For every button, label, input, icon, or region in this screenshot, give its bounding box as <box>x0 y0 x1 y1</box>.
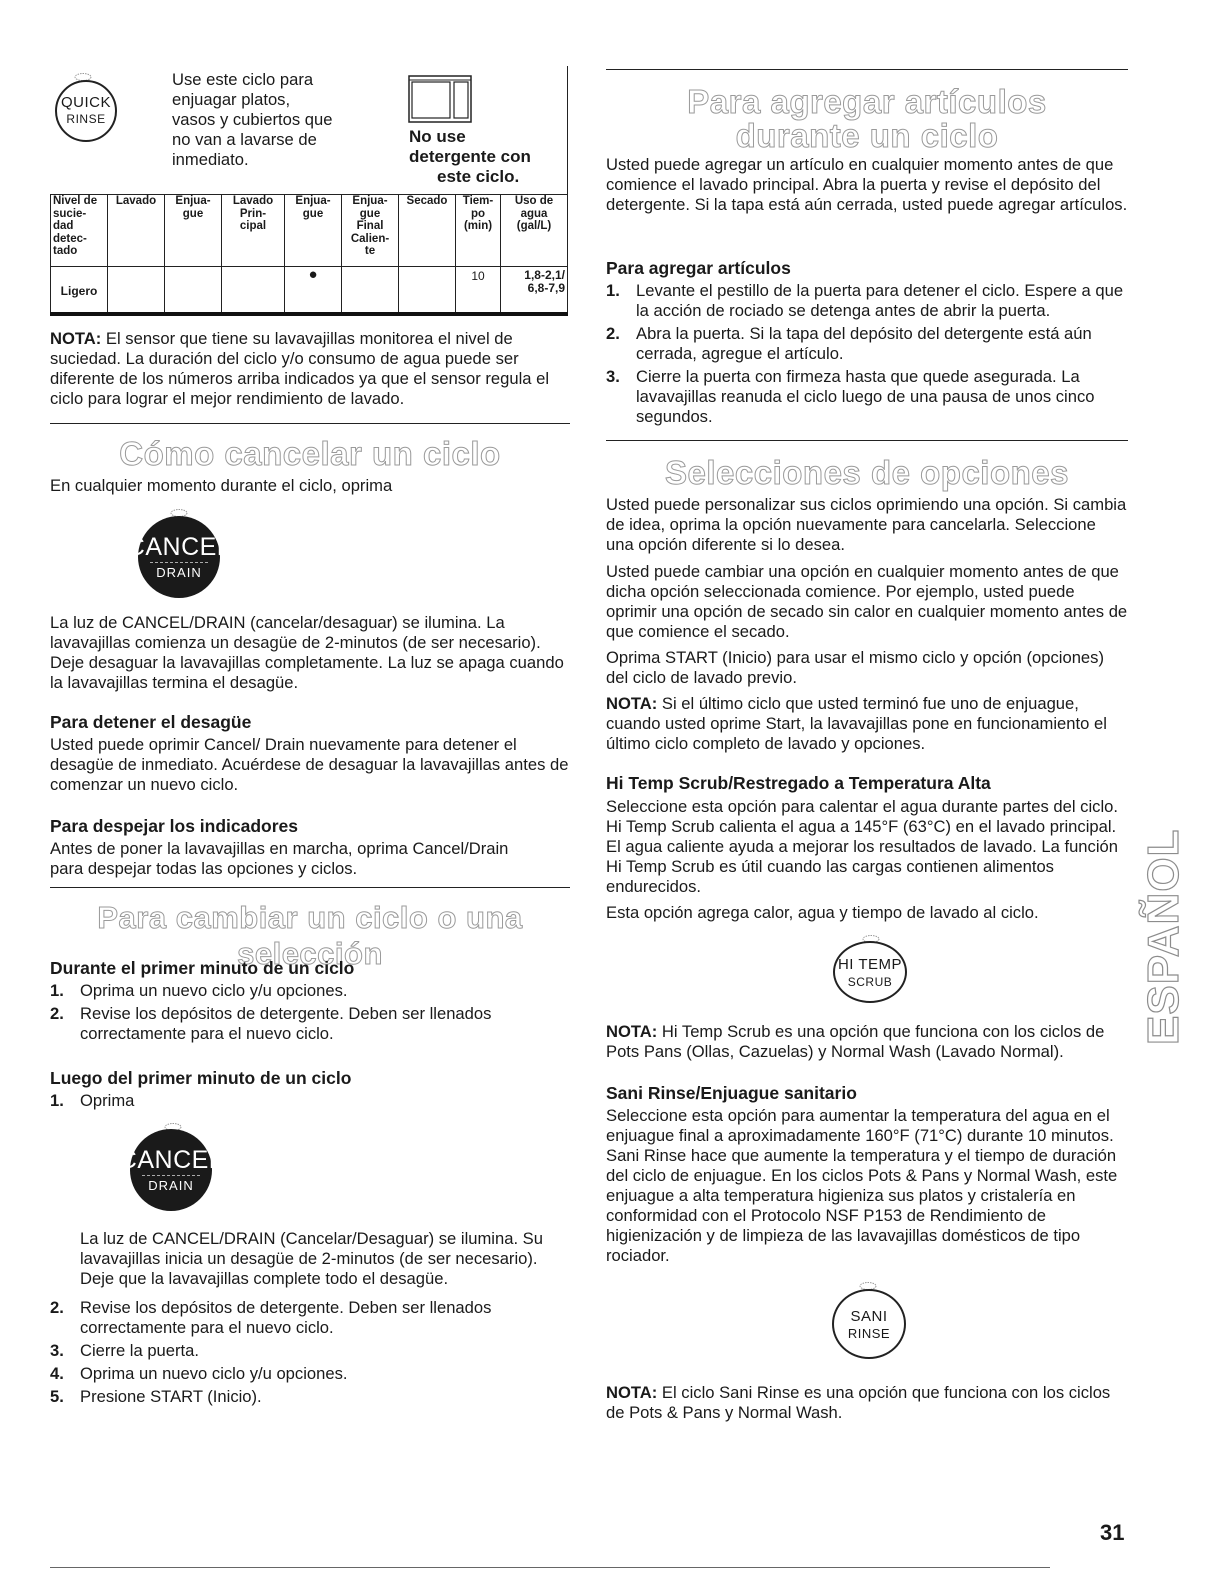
list-item: 2. Revise los depósitos de detergente. Deben ser llenados correctamente para el nuevo ciclo. <box>50 1004 492 1043</box>
no-detergent-warning: No use detergente con este ciclo. <box>409 127 531 186</box>
section-divider <box>50 423 570 424</box>
hi-temp-heading: Hi Temp Scrub/Restregado a Temperatura Alta <box>606 773 991 793</box>
sensor-note: NOTA: El sensor que tiene su lavavajillas monitorea el nivel de suciedad. La duración del ciclo y/o consumo de agua puede ser diferente de los números arriba indicados ya que el sensor regula el ciclo para lograr el mejor rendimiento de lavado. <box>50 329 550 408</box>
table-row <box>51 267 568 315</box>
list-item: 2. Revise los depósitos de detergente. Deben ser llenados correctamente para el nuevo ciclo. <box>50 1298 492 1337</box>
list-item: 4. Oprima un nuevo ciclo y/u opciones. <box>50 1364 348 1383</box>
water-value: 1,8-2,1/ 6,8-7,9 <box>501 267 568 315</box>
options-paragraph-3: Oprima START (Inicio) para usar el mismo ciclo y opción (opciones) del ciclo de lavado previo. <box>606 648 1104 687</box>
options-paragraph-1: Usted puede personalizar sus ciclos oprimiendo una opción. Si cambia de idea, oprima la opción nuevamente para cancelarla. Seleccione una opción diferente si lo desea. <box>606 495 1127 554</box>
col-header-wash: Lavado <box>108 195 165 267</box>
after-minute-step-1 <box>50 1091 570 1114</box>
page-number: 31 <box>1100 1520 1125 1545</box>
time-value: 10 <box>456 267 501 315</box>
col-header-rinse: Enjua- gue <box>165 195 222 267</box>
hi-temp-text: Seleccione esta opción para calentar el agua durante partes del ciclo. Hi Temp Scrub calienta el agua a 145°F (63°C) en el lavado principal. El agua caliente ayuda a mejorar los resultados de lavado. La función Hi Temp Scrub es útil cuando las cargas contienen alimentos endurecidos. <box>606 797 1118 896</box>
stop-drain-heading: Para detener el desagüe <box>50 712 252 732</box>
clear-text: Antes de poner la lavavajillas en marcha, oprima Cancel/Drain para despejar todas las opciones y ciclos. <box>50 839 509 878</box>
list-item: 1. Oprima <box>50 1091 135 1110</box>
section-divider <box>50 887 570 888</box>
list-item: 3. Cierre la puerta con firmeza hasta que quede asegurada. La lavavajillas reanuda el ciclo luego de una pausa de unos cinco segundos. <box>606 367 1095 426</box>
sani-rinse-note: NOTA: El ciclo Sani Rinse es una opción que funciona con los ciclos de Pots & Pans y Normal Wash. <box>606 1383 1111 1422</box>
add-steps <box>606 281 1128 430</box>
hi-temp-note: NOTA: Hi Temp Scrub es una opción que funciona con los ciclos de Pots Pans (Ollas, Cazuelas) y Normal Wash (Lavado Normal). <box>606 1022 1105 1061</box>
section-divider <box>606 69 1128 70</box>
first-minute-heading: Durante el primer minuto de un ciclo <box>50 958 355 978</box>
col-header-soil-level: Nivel de sucie- dad detec- tado <box>51 195 108 267</box>
cancel-drain-icon: CANCEL DRAIN <box>138 516 220 598</box>
clear-heading: Para despejar los indicadores <box>50 816 299 836</box>
options-paragraph-2: Usted puede cambiar una opción en cualquier momento antes de que dicha opción seleccionada comience. Por ejemplo, usted puede oprimir una opción de secado sin calor en cualquier momento antes de que comience el secado. <box>606 562 1128 641</box>
cancel-intro: En cualquier momento durante el ciclo, oprima <box>50 476 393 495</box>
section-title-change: Para cambiar un ciclo o una selección <box>97 900 523 971</box>
section-title-options: Selecciones de opciones <box>665 454 1069 491</box>
col-header-final-rinse: Enjua- gue Final Calien- te <box>342 195 399 267</box>
cycle-bullet: ● <box>285 267 342 315</box>
list-item: 3. Cierre la puerta. <box>50 1341 199 1360</box>
section-title-add-1: Para agregar artículos <box>687 83 1047 120</box>
cancel-drain-icon: CANCEL DRAIN <box>130 1129 212 1211</box>
cancel-light-text: La luz de CANCEL/DRAIN (cancelar/desaguar) se ilumina. La lavavajillas comienza un desagüe de 2-minutos (de ser necesario). Deje desaguar la lavavajillas completamente. La luz se apaga cuando la lavavajillas termina el desagüe. <box>50 613 564 692</box>
after-minute-heading: Luego del primer minuto de un ciclo <box>50 1068 352 1088</box>
list-item: 5. Presione START (Inicio). <box>50 1387 262 1406</box>
add-heading: Para agregar artículos <box>606 258 791 278</box>
table-cell <box>165 267 222 315</box>
section-title-add-2: durante un ciclo <box>735 117 999 154</box>
add-intro: Usted puede agregar un artículo en cualquier momento antes de que comience el lavado principal. Abra la puerta y revise el depósito del detergente. Si la tapa está aún cerrada, usted puede agregar artículos. <box>606 155 1128 214</box>
col-header-main-wash: Lavado Prin- cipal <box>222 195 285 267</box>
quick-rinse-description: Use este ciclo para enjuagar platos, vasos y cubiertos que no van a lavarse de inmediato. <box>172 70 333 169</box>
table-cell <box>222 267 285 315</box>
after-light-text: La luz de CANCEL/DRAIN (Cancelar/Desaguar) se ilumina. Su lavavajillas inicia un desagüe de 2-minutos (de ser necesario). Deje que la lavavajillas complete todo el desagüe. <box>80 1229 543 1288</box>
table-cell <box>399 267 456 315</box>
list-item: 1. Levante el pestillo de la puerta para detener el ciclo. Espere a que la acción de rociado se detenga antes de abrir la puerta. <box>606 281 1124 320</box>
language-side-tab <box>1139 815 1188 1060</box>
first-minute-steps <box>50 981 570 1047</box>
column-rule <box>567 66 568 196</box>
hi-temp-text-2: Esta opción agrega calor, agua y tiempo de lavado al ciclo. <box>606 903 1039 922</box>
hi-temp-scrub-icon: HI TEMP SCRUB <box>833 941 907 1003</box>
options-note: NOTA: Si el último ciclo que usted terminó fue uno de enjuague, cuando usted oprime Start, la lavavajillas pone en funcionamiento el último ciclo completo de lavado y opciones. <box>606 694 1107 753</box>
svg-text:ESPAÑOL: ESPAÑOL <box>1139 828 1188 1045</box>
sani-rinse-heading: Sani Rinse/Enjuague sanitario <box>606 1083 857 1103</box>
sani-rinse-text: Seleccione esta opción para aumentar la temperatura del agua en el enjuague final a aproximadamente 160°F (71°C) durante 10 minutos. Sani Rinse hace que aumente la temperatura y el tiempo de duración del ciclo de enjuague. En los ciclos Pots & Pans y Normal Wash, este enjuague a alta temperatura higieniza sus platos y cristalería en conformidad con el Protocolo NSF P153 de Rendimiento de higienización y de limpieza de las lavavajillas domésticos de tipo rociador. <box>606 1106 1118 1265</box>
table-cell <box>108 267 165 315</box>
quick-rinse-icon: QUICK RINSE <box>55 80 117 142</box>
after-minute-steps <box>50 1298 570 1410</box>
col-header-water: Uso de agua (gal/L) <box>501 195 568 267</box>
col-header-dry: Secado <box>399 195 456 267</box>
row-label: Ligero <box>51 267 108 315</box>
sani-rinse-icon: SANI RINSE <box>832 1289 906 1359</box>
col-header-time: Tiem- po (min) <box>456 195 501 267</box>
cycle-table <box>50 194 568 315</box>
detergent-dispenser-icon <box>408 75 472 123</box>
section-divider <box>606 440 1128 441</box>
footer-rule <box>50 1567 1050 1568</box>
table-bottom-rule <box>50 312 568 316</box>
table-header-row <box>51 195 568 267</box>
section-title-cancel: Cómo cancelar un ciclo <box>119 435 501 472</box>
list-item: 2. Abra la puerta. Si la tapa del depósito del detergente está aún cerrada, agregue el artículo. <box>606 324 1092 363</box>
col-header-rinse-2: Enjua- gue <box>285 195 342 267</box>
table-cell <box>342 267 399 315</box>
list-item: 1. Oprima un nuevo ciclo y/u opciones. <box>50 981 348 1000</box>
stop-drain-text: Usted puede oprimir Cancel/ Drain nuevamente para detener el desagüe de inmediato. Acuérdese de desaguar la lavavajillas antes de comenzar un nuevo ciclo. <box>50 735 569 794</box>
